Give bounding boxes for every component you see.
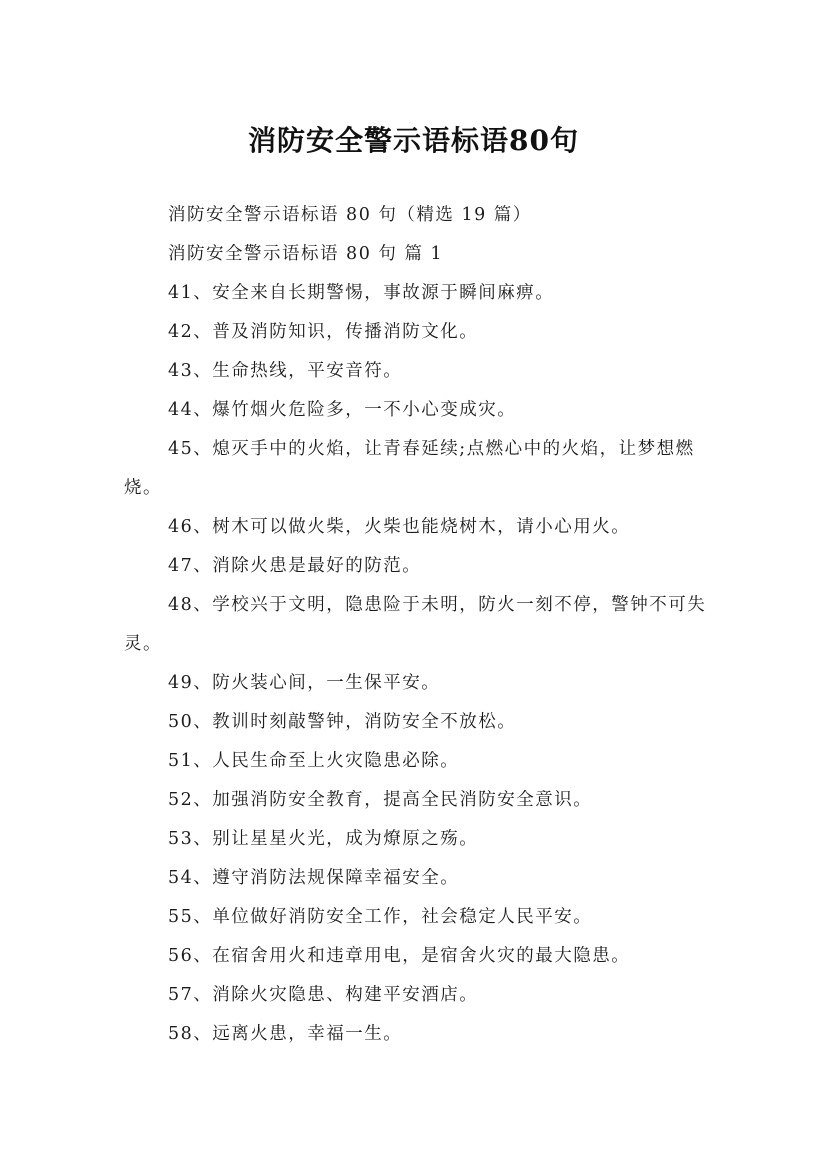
slogan-41: 41、安全来自长期警惕，事故源于瞬间麻痹。 (168, 283, 555, 303)
slogan-53: 53、别让星星火光，成为燎原之殇。 (168, 829, 479, 849)
slogan-51: 51、人民生命至上火灾隐患必除。 (168, 751, 460, 771)
slogan-57: 57、消除火灾隐患、构建平安酒店。 (168, 985, 479, 1005)
slogan-49: 49、防火装心间，一生保平安。 (168, 673, 441, 693)
slogan-42: 42、普及消防知识，传播消防文化。 (168, 322, 479, 342)
slogan-54: 54、遵守消防法规保障幸福安全。 (168, 868, 460, 888)
slogan-43: 43、生命热线，平安音符。 (168, 361, 403, 381)
slogan-45: 45、熄灭手中的火焰，让青春延续;点燃心中的火焰，让梦想燃烧。 (124, 439, 695, 498)
slogan-48: 48、学校兴于文明，隐患险于未明，防火一刻不停，警钟不可失灵。 (124, 595, 707, 654)
slogan-58: 58、远离火患，幸福一生。 (168, 1024, 403, 1044)
slogan-44: 44、爆竹烟火危险多，一不小心变成灾。 (168, 400, 517, 420)
paragraph-section-heading: 消防安全警示语标语 80 句 篇 1 (168, 244, 444, 264)
slogan-46: 46、树木可以做火柴，火柴也能烧树木，请小心用火。 (168, 517, 631, 537)
slogan-56: 56、在宿舍用火和违章用电，是宿舍火灾的最大隐患。 (168, 946, 631, 966)
slogan-55: 55、单位做好消防安全工作，社会稳定人民平安。 (168, 907, 593, 927)
document-title: 消防安全警示语标语80句 (248, 123, 579, 157)
document-body (124, 196, 724, 1054)
slogan-52: 52、加强消防安全教育，提高全民消防安全意识。 (168, 790, 593, 810)
slogan-50: 50、教训时刻敲警钟，消防安全不放松。 (168, 712, 517, 732)
slogan-47: 47、消除火患是最好的防范。 (168, 556, 422, 576)
paragraph-intro: 消防安全警示语标语 80 句（精选 19 篇） (168, 205, 532, 225)
